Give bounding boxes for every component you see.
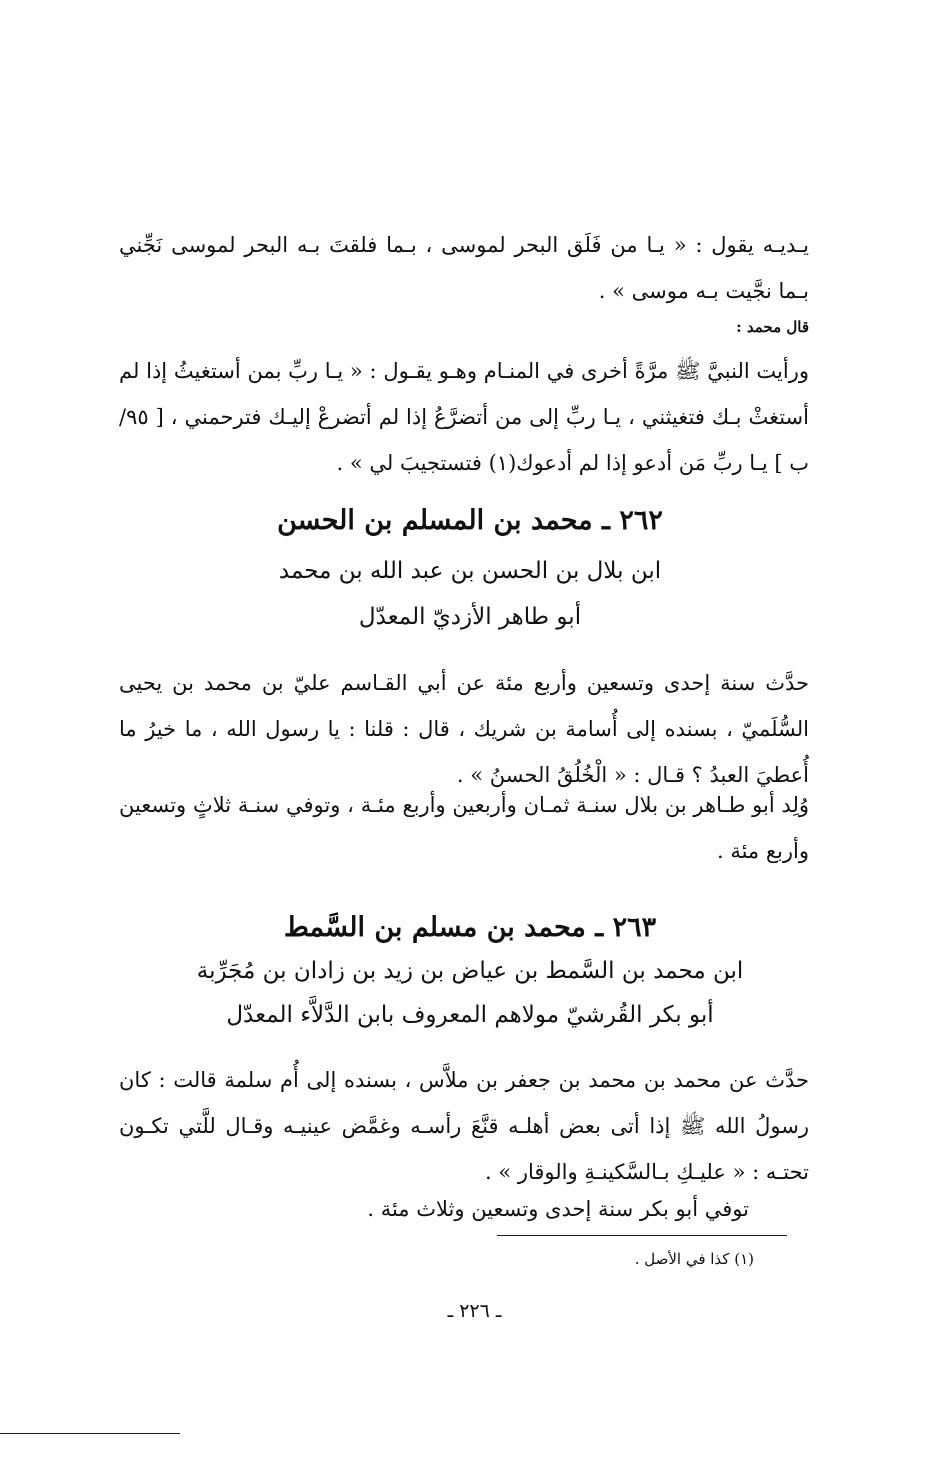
entry-263-lineage: ابن محمد بن السَّمط بن عياض بن زيد بن زادان بن مُجَرِّبة xyxy=(196,958,744,984)
scan-edge-line xyxy=(0,1433,180,1434)
entry-262-kunya: أبو طاهر الأزديّ المعدّل xyxy=(358,604,582,630)
paragraph-prayer-moses: يـديـه يقول : « يـا من فَلَق البحر لموسى ، بـما فلقتَ بـه البحر لموسى نَجِّني بـما نجَّيت بـه موسى » . xyxy=(119,233,809,303)
entry-263-death: توفي أبو بكر سنة إحدى وتسعين وثلاث مئة . xyxy=(367,1197,749,1221)
paragraph-dream: ورأيت النبيَّ ﷺ مرَّةً أخرى في المنـام وهـو يقـول : « يـا ربِّ بمن أستغيثُ إذا لم أستغثْ بـك فتغيثني ، يـا ربِّ إلى من أتضرَّعُ إذا لم أتضرعْ إليـك فترحمني ، [ ٩٥/ب ] يـا ربِّ مَن أدعو إذا لم أدعوك(١) فتستجيبَ لي » . xyxy=(119,359,809,475)
entry-263-hadith: حدَّث عن محمد بن محمد بن جعفر بن ملاَّس ، بسنده إلى أُم سلمة قالت : كان رسولُ الله ﷺ إذا أتى بعض أهلـه قنَّعَ رأسـه وغمَّض عينيـه وقـال للَّتي تكـون تحتـه : « عليـكِ بـالسَّكينـةِ والوقار » . xyxy=(119,1068,809,1184)
footnote: (١) كذا في الأصل . xyxy=(634,1250,754,1268)
entry-263-kunya: أبو بكر القُرشيّ مولاهم المعروف بابن الدَّلاَّء المعدّل xyxy=(226,1002,714,1028)
entry-262-hadith: حدَّث سنة إحدى وتسعين وأربع مئة عن أبي القـاسم عليّ بن محمد بن يحيى السُّلَميّ ، بسنده إلى أُسامة بن شريك ، قال : قلنا : يا رسول الله ، ما خيرُ ما أُعطيَ العبدُ ؟ قـال : « الْخُلُقُ الحسنُ » . xyxy=(119,671,809,787)
footnote-divider xyxy=(497,1235,787,1236)
speaker-label: قال محمد : xyxy=(736,318,809,336)
entry-262-title: ٢٦٢ ـ محمد بن المسلم بن الحسن xyxy=(277,505,663,536)
entry-263-title: ٢٦٣ ـ محمد بن مسلم بن السَّمط xyxy=(283,912,657,943)
entry-262-lineage: ابن بلال بن الحسن بن عبد الله بن محمد xyxy=(278,558,662,584)
entry-262-birth-death: وُلِد أبو طـاهر بن بلال سنـة ثمـان وأربعين وأربع مئـة ، وتوفي سنـة ثلاثٍ وتسعين وأربع مئة . xyxy=(119,793,809,863)
page-number: ـ ٢٢٦ ـ xyxy=(447,1300,502,1322)
